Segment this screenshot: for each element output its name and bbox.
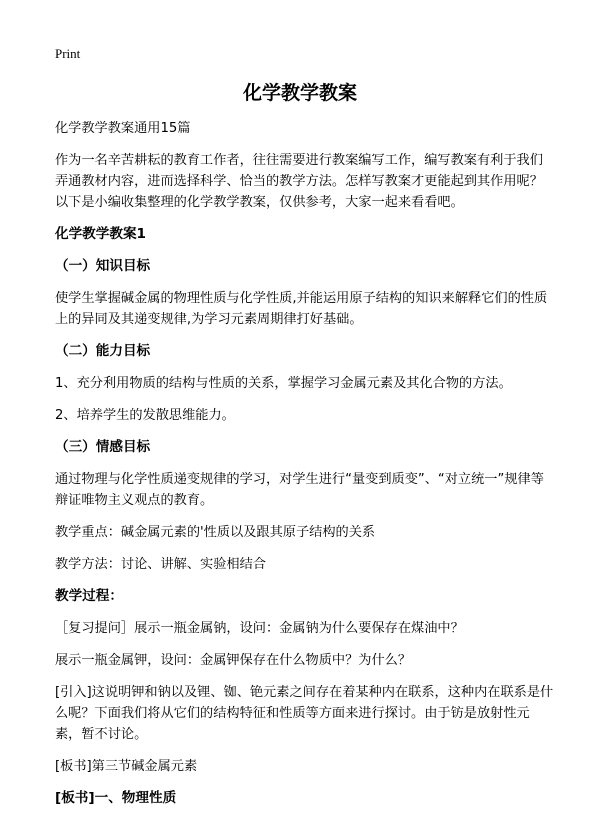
key-point-paragraph: 教学重点：碱金属元素的'性质以及跟其原子结构的关系: [55, 525, 376, 540]
document-body: [55, 118, 555, 820]
process-heading: 教学过程：: [55, 588, 123, 604]
goal-heading-ability: （二）能力目标: [55, 343, 151, 359]
method-paragraph: 教学方法：讨论、讲解、实验相结合: [55, 557, 266, 572]
process-paragraph-2: 展示一瓶金属钾，设问：金属钾保存在什么物质中？为什么？: [55, 653, 412, 668]
document-subtitle: 化学教学教案通用15篇: [55, 121, 191, 136]
goal-item-2: 2、培养学生的发散思维能力。: [55, 408, 235, 423]
goal-heading-knowledge: （一）知识目标: [55, 258, 151, 274]
process-paragraph-3: [引入]这说明钾和钠以及锂、铷、铯元素之间存在着某种内在联系，这种内在联系是什么呢？下面我们将从它们的结构特征和性质等方面来进行探讨。由于钫是放射性元素，暂不讨论。: [55, 685, 554, 742]
intro-paragraph: 作为一名辛苦耕耘的教育工作者，往往需要进行教案编写工作，编写教案有利于我们弄通教材内容，进而选择科学、恰当的教学方法。怎样写教案才更能起到其作用呢？以下是小编收集整理的化学教学教案，仅供参考，大家一起来看看吧。: [55, 153, 543, 210]
process-paragraph-4: [板书]第三节碱金属元素: [55, 759, 198, 774]
goal-paragraph-emotion: 通过物理与化学性质递变规律的学习，对学生进行“量变到质变”、“对立统一”规律等辩证唯物主义观点的教育。: [55, 472, 544, 508]
goal-paragraph-knowledge: 使学生掌握碱金属的物理性质与化学性质,并能运用原子结构的知识来解释它们的性质上的异同及其递变规律,为学习元素周期律打好基础。: [55, 291, 548, 327]
page-title: 化学教学教案: [242, 82, 357, 104]
process-paragraph-1: ［复习提问］展示一瓶金属钠，设问：金属钠为什么要保存在煤油中？: [55, 621, 464, 636]
goal-heading-emotion: （三）情感目标: [55, 439, 151, 455]
print-link[interactable]: Print: [55, 46, 81, 61]
section-heading: 化学教学教案1: [55, 226, 147, 242]
goal-item-1: 1、充分利用物质的结构与性质的关系，掌握学习金属元素及其化合物的方法。: [55, 376, 512, 391]
process-paragraph-5: [板书]一、物理性质: [55, 790, 177, 806]
